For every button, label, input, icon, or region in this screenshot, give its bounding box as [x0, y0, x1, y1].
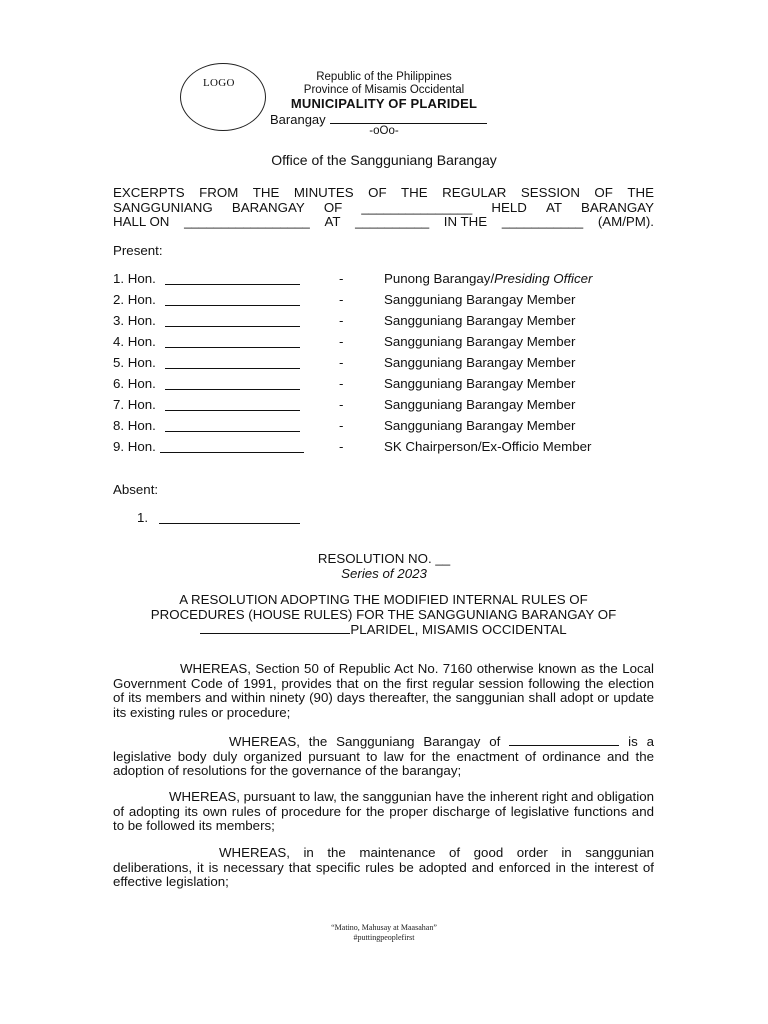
barangay-blank-line: [330, 111, 487, 124]
member-name-blank-line: [165, 389, 300, 390]
member-role: [384, 397, 575, 412]
member-row: [113, 397, 673, 415]
member-role: [384, 376, 575, 391]
member-dash: -: [339, 418, 344, 433]
resolution-title-line2: PROCEDURES (HOUSE RULES) FOR THE SANGGUNIANG BARANGAY OF: [150, 606, 617, 622]
excerpt-word: THE: [401, 185, 428, 200]
member-role-text: Sangguniang Barangay Member: [384, 355, 576, 370]
member-role-italic: Presiding Officer: [494, 271, 593, 286]
member-name-blank-line: [165, 347, 300, 348]
member-name-blank-line: [165, 431, 300, 432]
excerpt-word: __________: [355, 214, 430, 229]
whereas-2-end: is a legislative body duly organized pursuant to law for the enactment of ordinance and the adoption of resolutions for the governance of the barangay;: [113, 734, 654, 779]
member-number: 2. Hon.: [113, 292, 156, 307]
excerpt-word: OF: [323, 199, 343, 215]
member-row: [113, 313, 673, 331]
excerpt-word: REGULAR: [442, 185, 507, 200]
absent-blank-line: [159, 523, 300, 524]
whereas-2-blank-line: [509, 734, 619, 746]
whereas-paragraph-2: [113, 734, 654, 779]
absent-item-number: 1.: [137, 510, 149, 525]
present-label: Present:: [113, 243, 163, 258]
excerpt-word: THE: [252, 185, 280, 200]
member-number: 8. Hon.: [113, 418, 156, 433]
member-role: [384, 418, 575, 433]
excerpt-word: SESSION: [520, 185, 580, 200]
member-name-blank-line: [165, 368, 300, 369]
member-number: 4. Hon.: [113, 334, 156, 349]
member-role-text: Sangguniang Barangay Member: [384, 397, 576, 412]
resolution-title: [113, 593, 654, 638]
member-row: [113, 271, 673, 289]
logo-label: LOGO: [203, 77, 235, 89]
member-name-blank-line: [165, 326, 300, 327]
member-number: 7. Hon.: [113, 397, 156, 412]
excerpt-paragraph: [113, 186, 654, 230]
resolution-title-line3: PLARIDEL, MISAMIS OCCIDENTAL: [350, 622, 567, 637]
absent-item: [137, 510, 307, 528]
excerpt-line: [113, 215, 654, 230]
excerpt-word: OF: [594, 185, 613, 200]
excerpt-line: [113, 186, 654, 201]
member-name-blank-line: [165, 410, 300, 411]
member-role: [384, 292, 575, 307]
logo-placeholder: [180, 63, 266, 131]
whereas-paragraph-3: WHEREAS, pursuant to law, the sanggunian have the inherent right and obligation of adopting its own rules of procedure for the proper discharge of legislative functions and to be followed its members;: [113, 789, 654, 834]
header-separator: -oOo-: [369, 125, 399, 137]
whereas-2-start: WHEREAS, the Sangguniang Barangay of: [229, 734, 501, 749]
footer-hashtag: #puttingpeoplefirst: [353, 933, 415, 942]
header-republic: Republic of the Philippines: [316, 71, 452, 83]
barangay-label: Barangay: [270, 112, 326, 127]
excerpt-word: THE: [627, 185, 654, 200]
member-number: 5. Hon.: [113, 355, 156, 370]
whereas-paragraph-4: WHEREAS, in the maintenance of good order in sanggunian deliberations, it is necessary that specific rules be adopted and enforced in the interest of effective legislation;: [113, 845, 654, 890]
excerpt-word: BARANGAY: [581, 199, 654, 215]
whereas-paragraph-1: WHEREAS, Section 50 of Republic Act No. 7160 otherwise known as the Local Government Code of 1991, provides that on the first regular session following the election of its members and within ninety (90) days thereafter, the sanggunian shall adopt or update its existing rules or procedure;: [113, 661, 654, 720]
resolution-number: RESOLUTION NO. __: [317, 551, 451, 566]
member-row: [113, 376, 673, 394]
member-row: [113, 418, 673, 436]
title-blank-line: [200, 622, 350, 634]
excerpt-word: FROM: [199, 185, 239, 200]
excerpt-word: EXCERPTS: [113, 185, 185, 200]
member-role: [384, 271, 592, 286]
member-role-text: SK Chairperson/Ex-Officio Member: [384, 439, 592, 454]
member-row: [113, 334, 673, 352]
excerpt-word: MINUTES: [293, 185, 354, 200]
excerpt-word: ___________: [501, 214, 584, 229]
excerpt-word: HALL ON: [113, 214, 170, 229]
excerpt-word: _______________: [361, 199, 473, 215]
excerpt-word: HELD: [491, 199, 527, 215]
member-role-text: Sangguniang Barangay Member: [384, 292, 576, 307]
header-municipality: MUNICIPALITY OF PLARIDEL: [290, 96, 478, 111]
office-title: Office of the Sangguniang Barangay: [271, 152, 497, 168]
excerpt-word: AT: [545, 199, 562, 215]
resolution-title-line3-wrap: [113, 622, 654, 638]
excerpt-word: BARANGAY: [231, 199, 305, 215]
member-role-text: Punong Barangay/: [384, 271, 495, 286]
excerpt-word: AT: [324, 214, 341, 229]
member-dash: -: [339, 292, 344, 307]
member-row: [113, 355, 673, 373]
member-number: 9. Hon.: [113, 439, 156, 454]
member-role: [384, 355, 575, 370]
member-number: 1. Hon.: [113, 271, 156, 286]
member-role-text: Sangguniang Barangay Member: [384, 376, 576, 391]
resolution-series: Series of 2023: [341, 566, 427, 581]
footer-motto: “Matino, Mahusay at Maasahan”: [331, 923, 437, 932]
excerpt-word: OF: [368, 185, 387, 200]
excerpt-word: SANGGUNIANG: [113, 199, 213, 215]
member-dash: -: [339, 355, 344, 370]
excerpt-word: _________________: [184, 214, 310, 229]
resolution-title-line1: A RESOLUTION ADOPTING THE MODIFIED INTERNAL RULES OF: [179, 592, 588, 607]
excerpt-word: (AM/PM).: [597, 214, 654, 229]
header-province: Province of Misamis Occidental: [303, 84, 465, 96]
member-role: [384, 313, 575, 328]
excerpt-word: IN THE: [443, 214, 488, 229]
member-dash: -: [339, 313, 344, 328]
member-dash: -: [339, 271, 344, 286]
member-role: [384, 439, 591, 454]
member-number: 6. Hon.: [113, 376, 156, 391]
member-role-text: Sangguniang Barangay Member: [384, 313, 576, 328]
member-dash: -: [339, 334, 344, 349]
member-dash: -: [339, 376, 344, 391]
absent-label: Absent:: [113, 482, 159, 497]
member-row: [113, 439, 673, 457]
member-role-text: Sangguniang Barangay Member: [384, 418, 576, 433]
member-dash: -: [339, 397, 344, 412]
member-name-blank-line: [160, 452, 304, 453]
member-role: [384, 334, 575, 349]
member-name-blank-line: [165, 284, 300, 285]
member-name-blank-line: [165, 305, 300, 306]
member-row: [113, 292, 673, 310]
member-role-text: Sangguniang Barangay Member: [384, 334, 576, 349]
member-number: 3. Hon.: [113, 313, 156, 328]
member-dash: -: [339, 439, 344, 454]
excerpt-line: [113, 201, 654, 216]
